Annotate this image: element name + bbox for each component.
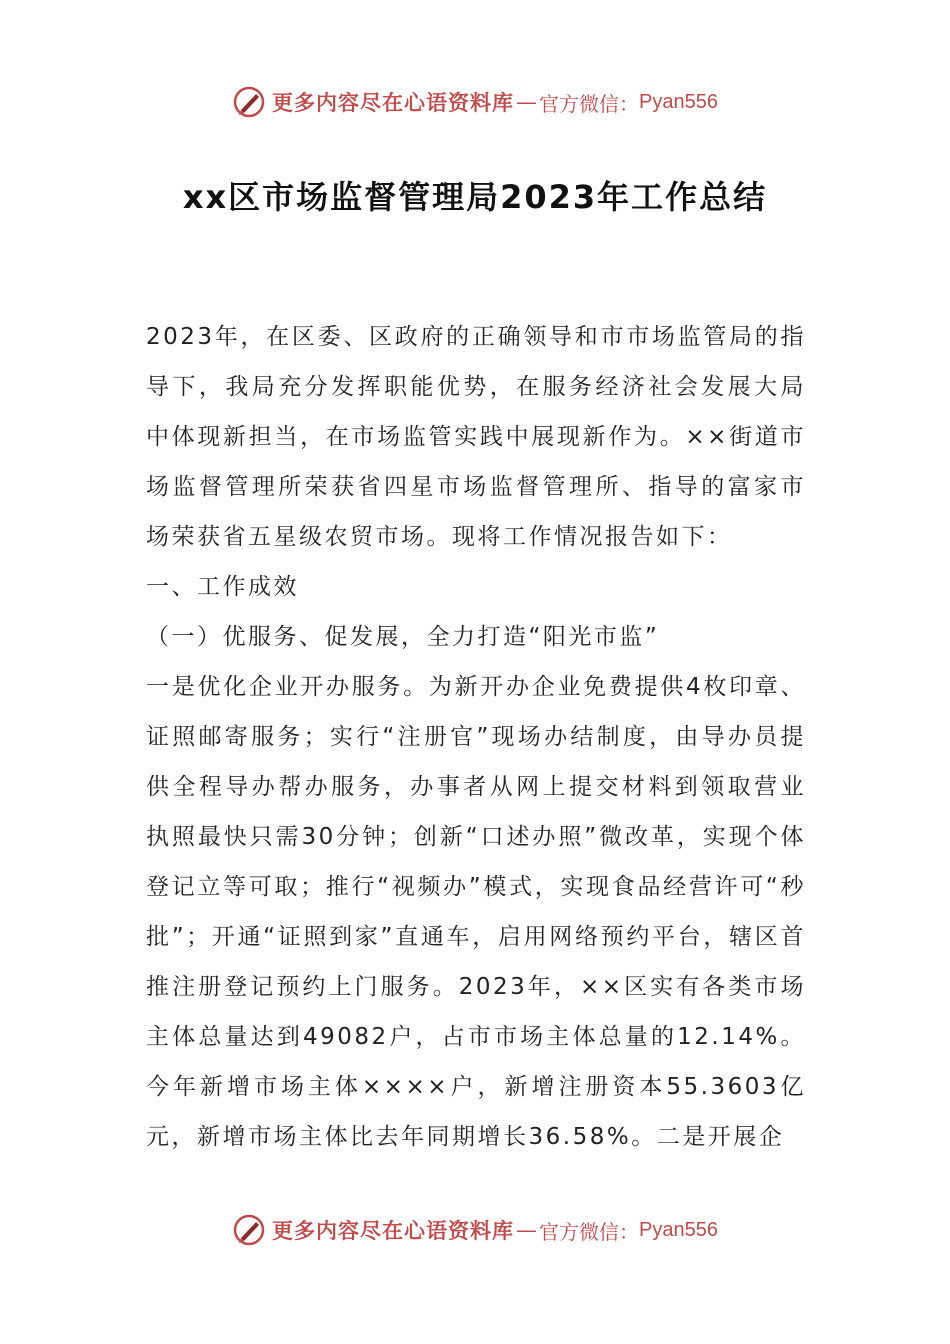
watermark-contact-label: 官方微信： — [539, 1219, 640, 1244]
document-body — [146, 312, 806, 1162]
watermark-contact-id: Pyan556 — [639, 90, 718, 113]
watermark-contact-id: Pyan556 — [639, 1218, 718, 1241]
watermark-dash: — — [516, 1218, 538, 1242]
watermark-contact-label: 官方微信： — [539, 91, 640, 116]
watermark-text: 更多内容尽在心语资料库 — [272, 90, 515, 115]
document-title: xx区市场监督管理局2023年工作总结 — [182, 178, 768, 216]
pen-logo-icon — [232, 85, 266, 119]
watermark-text: 更多内容尽在心语资料库 — [272, 1218, 515, 1243]
watermark-footer — [0, 1210, 950, 1250]
watermark-dash: — — [516, 90, 538, 114]
watermark-header — [0, 82, 950, 122]
intro-paragraph: 2023年，在区委、区政府的正确领导和市市场监管局的指导下，我局充分发挥职能优势，在服务经济社会发展大局中体现新担当，在市场监管实践中展现新作为。××街道市场监督管理所荣获省四星市场监督管理所、指导的富家市场荣获省五星级农贸市场。现将工作情况报告如下： — [146, 324, 806, 550]
section-heading: 一、工作成效 — [146, 574, 299, 600]
body-paragraph: 一是优化企业开办服务。为新开办企业免费提供4枚印章、证照邮寄服务；实行“注册官”现场办结制度，由导办员提供全程导办帮办服务，办事者从网上提交材料到领取营业执照最快只需30分钟；创新“口述办照”微改革，实现个体登记立等可取；推行“视频办”模式，实现食品经营许可“秒批”；开通“证照到家”直通车，启用网络预约平台，辖区首推注册登记预约上门服务。2023年，××区实有各类市场主体总量达到49082户，占市市场主体总量的12.14%。今年新增市场主体××××户，新增注册资本55.3603亿元，新增市场主体比去年同期增长36.58%。二是开展企 — [146, 674, 806, 1150]
pen-logo-icon — [232, 1213, 266, 1247]
subsection-heading: （一）优服务、促发展，全力打造“阳光市监” — [146, 624, 660, 650]
